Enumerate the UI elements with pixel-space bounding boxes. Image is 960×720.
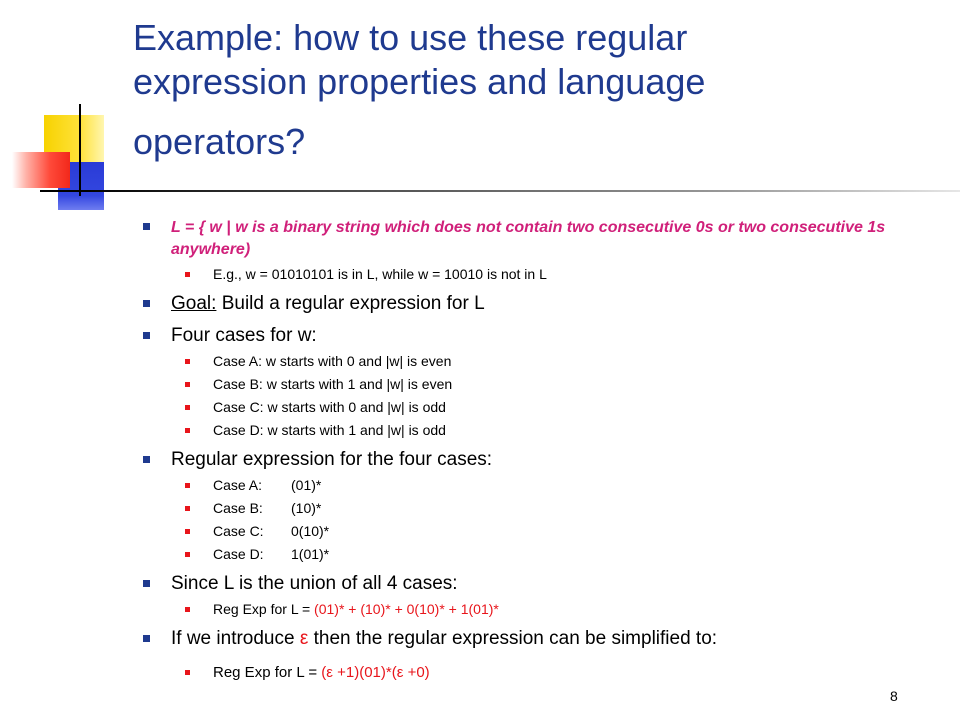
union-expression: (01)* + (10)* + 0(10)* + 1(01)* (314, 601, 499, 617)
regex-four-text: Regular expression for the four cases: (171, 449, 493, 470)
epsilon-pre: If we introduce (171, 628, 300, 649)
list-item (143, 353, 933, 370)
simplified-expression: (ε +1)(01)*(ε +0) (321, 664, 430, 681)
bullet-union (143, 573, 933, 618)
list-item (143, 523, 933, 540)
regex-case-expr: 1(01)* (291, 546, 330, 562)
list-item (143, 500, 933, 517)
sub-list-union (171, 601, 933, 618)
bullet-epsilon (143, 628, 933, 681)
logo-red-block (12, 152, 70, 188)
four-cases-text: Four cases for w: (171, 325, 317, 346)
bullet-four-cases (143, 325, 933, 439)
epsilon-symbol: ε (299, 628, 309, 649)
sub-list-cases (171, 353, 933, 439)
list-item (143, 546, 933, 563)
goal-label: Goal: (171, 293, 217, 314)
case-c-text: Case C: w starts with 0 and |w| is odd (213, 399, 446, 415)
title-line-1: Example: how to use these regular (133, 17, 688, 58)
list-item (143, 376, 933, 393)
sub-list-regex-cases (171, 477, 933, 563)
sub-list-example (171, 266, 933, 283)
union-text: Since L is the union of all 4 cases: (171, 573, 458, 594)
sub-list-simplified (171, 664, 933, 681)
bullet-goal (143, 293, 933, 315)
example-text: E.g., w = 01010101 is in L, while w = 10010 is not in L (213, 266, 547, 282)
list-item (143, 601, 933, 618)
regex-case-label: Case B: (213, 500, 263, 516)
regex-case-expr: (10)* (291, 500, 322, 516)
slide-title (133, 16, 923, 164)
slide-body (143, 216, 933, 691)
bullet-language-definition (143, 216, 933, 283)
list-item (143, 422, 933, 439)
simplified-prefix: Reg Exp for L = (213, 664, 322, 681)
goal-text: Build a regular expression for L (216, 293, 485, 314)
regex-case-expr: 0(10)* (291, 523, 330, 539)
list-item (143, 664, 933, 681)
title-divider-line (40, 190, 960, 192)
page-number: 8 (890, 688, 898, 704)
regex-case-label: Case C: (213, 523, 264, 539)
list-item (143, 399, 933, 416)
bullet-list (143, 216, 933, 681)
union-prefix: Reg Exp for L = (213, 601, 315, 617)
case-a-text: Case A: w starts with 0 and |w| is even (213, 353, 452, 369)
logo-vertical-line (79, 104, 81, 196)
title-line-2: expression properties and language (133, 61, 706, 102)
regex-case-label: Case D: (213, 546, 264, 562)
case-d-text: Case D: w starts with 1 and |w| is odd (213, 422, 446, 438)
regex-case-label: Case A: (213, 477, 263, 493)
bullet-example (143, 266, 933, 283)
language-definition-text: L = { w | w is a binary string which does not contain two consecutive 0s or two consecutive 1s anywhere) (171, 219, 886, 258)
regex-case-expr: (01)* (291, 477, 322, 493)
bullet-regex-four-cases (143, 449, 933, 563)
title-line-3: operators? (133, 121, 306, 162)
epsilon-post: then the regular expression can be simplified to: (308, 628, 718, 649)
list-item (143, 477, 933, 494)
case-b-text: Case B: w starts with 1 and |w| is even (213, 376, 453, 392)
